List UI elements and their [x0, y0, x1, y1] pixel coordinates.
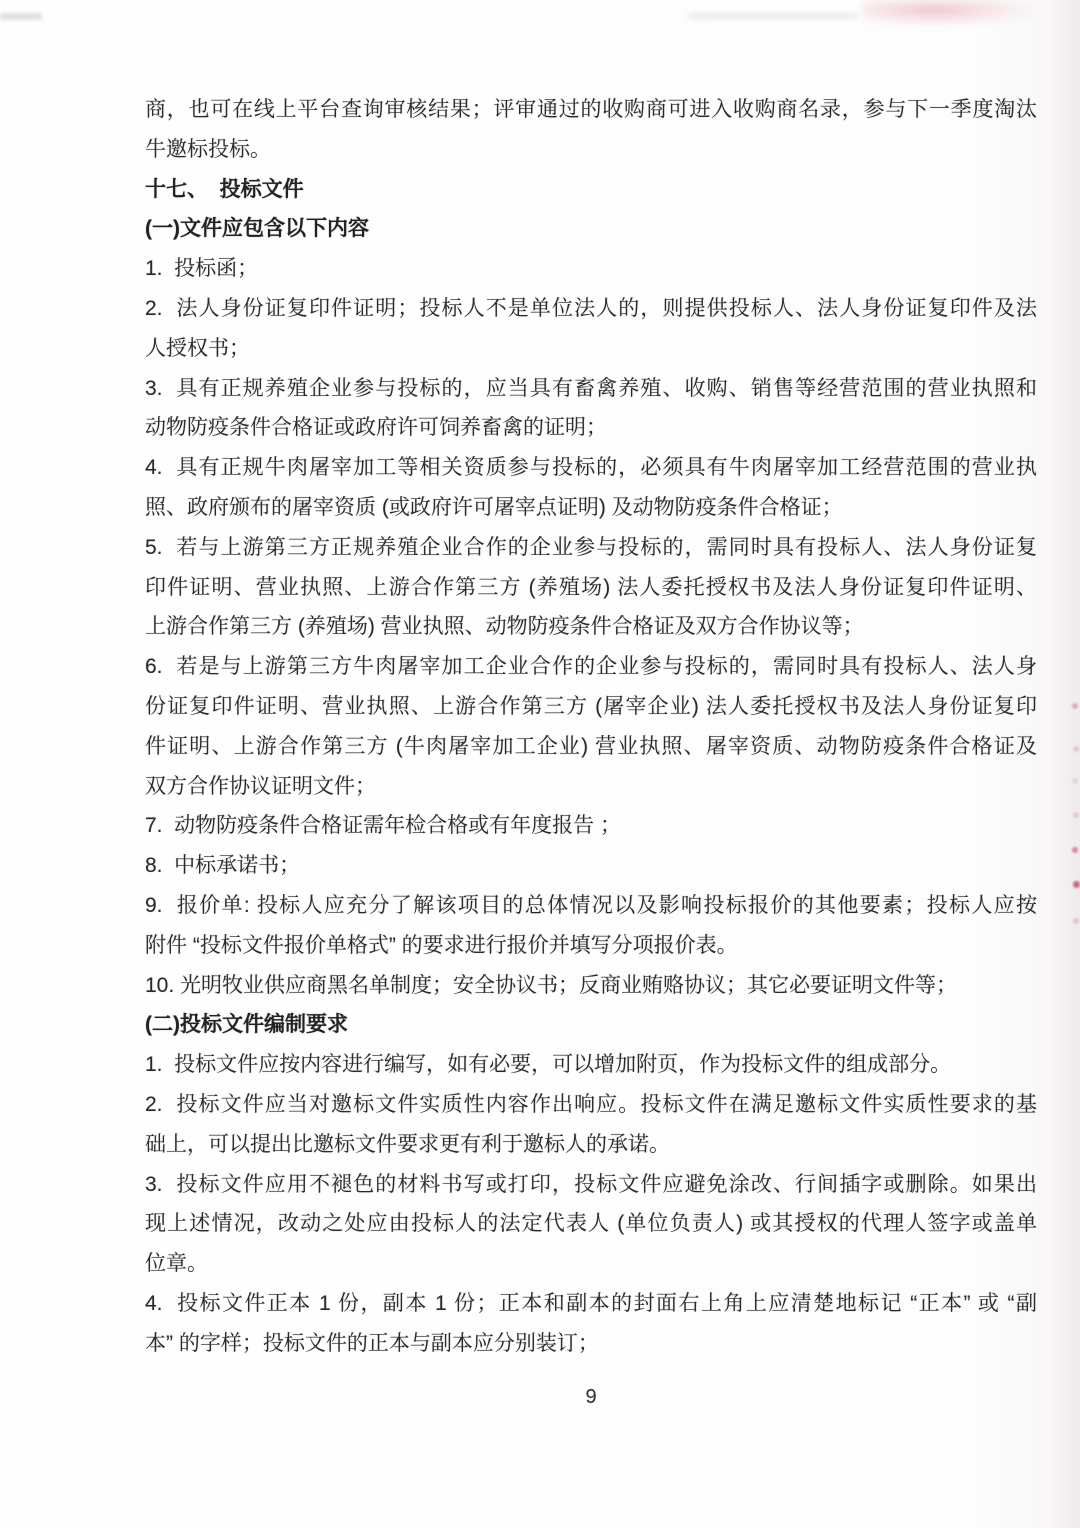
- text-line: 9. 报价单: 投标人应充分了解该项目的总体情况以及影响投标报价的其他要素；投标人应按: [145, 893, 1037, 917]
- text-line: 10. 光明牧业供应商黑名单制度；安全协议书；反商业贿赂协议；其它必要证明文件等；: [145, 973, 958, 997]
- text-line: 础上，可以提出比邀标文件要求更有利于邀标人的承诺。: [145, 1132, 670, 1156]
- text-line: 牛邀标投标。: [145, 137, 271, 161]
- ink-bleed-dot: [1072, 847, 1078, 853]
- ink-bleed-dot: [1072, 778, 1078, 784]
- scan-smudge-artifact: [688, 13, 858, 19]
- text-line: 4. 具有正规牛肉屠宰加工等相关资质参与投标的，必须具有牛肉屠宰加工经营范围的营业执: [145, 456, 1037, 480]
- document-body: [145, 90, 1037, 1364]
- text-line: 1. 投标函；: [145, 257, 259, 281]
- text-line: 现上述情况，改动之处应由投标人的法定代表人 (单位负责人) 或其授权的代理人签字或盖单: [145, 1212, 1037, 1236]
- text-line: 印件证明、营业执照、上游合作第三方 (养殖场) 法人委托授权书及法人身份证复印件证明、: [145, 575, 1037, 599]
- ink-bleed-dot: [1073, 918, 1079, 924]
- scan-edge-shadow: [1044, 0, 1080, 1528]
- text-line: 件证明、上游合作第三方 (牛肉屠宰加工企业) 营业执照、屠宰资质、动物防疫条件合格证及: [145, 734, 1037, 758]
- section-heading: 十七、 投标文件: [145, 177, 304, 201]
- text-line: 3. 具有正规养殖企业参与投标的，应当具有畜禽养殖、收购、销售等经营范围的营业执照和: [145, 376, 1037, 400]
- page-number: 9: [585, 1386, 597, 1408]
- text-line: 3. 投标文件应用不褪色的材料书写或打印，投标文件应避免涂改、行间插字或删除。如果出: [145, 1172, 1037, 1196]
- scan-smudge-artifact: [0, 13, 42, 20]
- text-line: 本” 的字样；投标文件的正本与副本应分别装订；: [145, 1331, 599, 1355]
- ink-bleed-dot: [1073, 812, 1079, 818]
- text-line: 双方合作协议证明文件；: [145, 774, 376, 798]
- text-line: 8. 中标承诺书；: [145, 854, 301, 878]
- text-line: 2. 法人身份证复印件证明；投标人不是单位法人的，则提供投标人、法人身份证复印件及法: [145, 296, 1037, 320]
- text-line: 人授权书；: [145, 336, 250, 360]
- text-line: 照、政府颁布的屠宰资质 (或政府许可屠宰点证明) 及动物防疫条件合格证；: [145, 495, 843, 519]
- text-line: 5. 若与上游第三方正规养殖企业合作的企业参与投标的，需同时具有投标人、法人身份证复: [145, 535, 1037, 559]
- ink-bleed-dot: [1073, 746, 1079, 752]
- scan-smudge-artifact: [862, 0, 1032, 26]
- text-line: 商，也可在线上平台查询审核结果；评审通过的收购商可进入收购商名录，参与下一季度淘汰: [145, 98, 1037, 121]
- text-line: 4. 投标文件正本 1 份，副本 1 份；正本和副本的封面右上角上应清楚地标记 “正本” 或 “副: [145, 1291, 1037, 1315]
- section-heading: (一)文件应包含以下内容: [145, 217, 369, 241]
- section-heading: (二)投标文件编制要求: [145, 1013, 348, 1037]
- text-line: 附件 “投标文件报价单格式” 的要求进行报价并填写分项报价表。: [145, 933, 738, 957]
- text-line: 6. 若是与上游第三方牛肉屠宰加工企业合作的企业参与投标的，需同时具有投标人、法人身: [145, 655, 1037, 679]
- text-line: 上游合作第三方 (养殖场) 营业执照、动物防疫条件合格证及双方合作协议等；: [145, 615, 864, 639]
- text-line: 动物防疫条件合格证或政府许可饲养畜禽的证明；: [145, 416, 607, 440]
- ink-bleed-dot: [1073, 881, 1080, 888]
- text-line: 位章。: [145, 1252, 208, 1276]
- text-line: 2. 投标文件应当对邀标文件实质性内容作出响应。投标文件在满足邀标文件实质性要求的基: [145, 1092, 1037, 1116]
- text-line: 份证复印件证明、营业执照、上游合作第三方 (屠宰企业) 法人委托授权书及法人身份证复印: [145, 694, 1037, 718]
- ink-bleed-dot: [1072, 703, 1078, 709]
- text-line: 7. 动物防疫条件合格证需年检合格或有年度报告 ；: [145, 814, 622, 838]
- text-line: 1. 投标文件应按内容进行编写，如有必要，可以增加附页，作为投标文件的组成部分。: [145, 1053, 952, 1077]
